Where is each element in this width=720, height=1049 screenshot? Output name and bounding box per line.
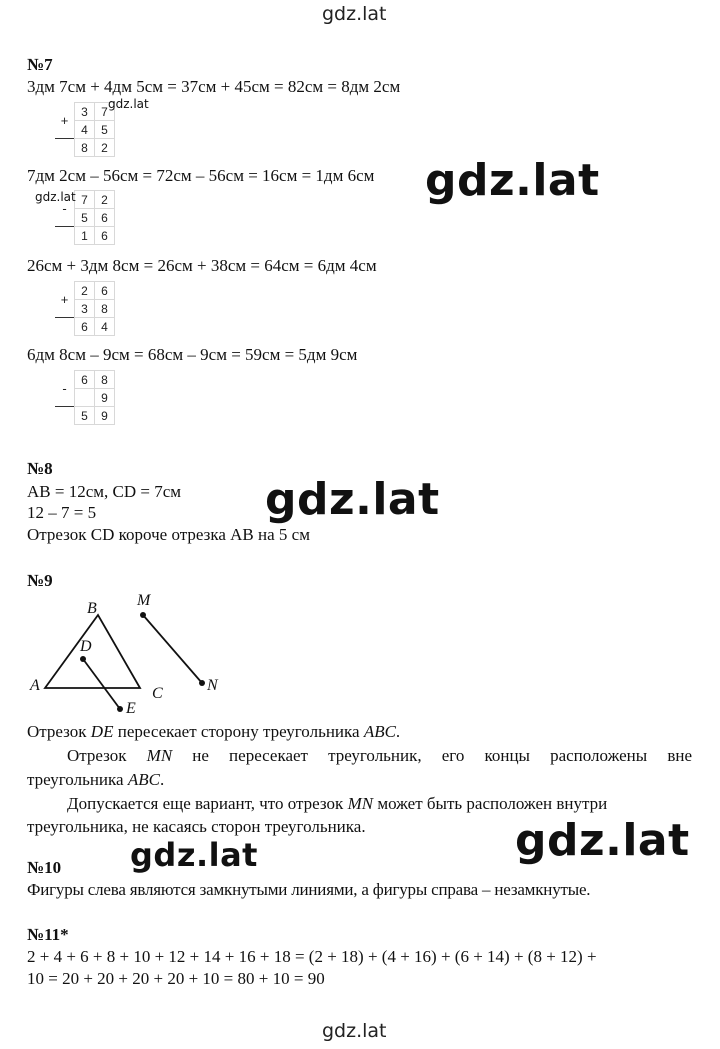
- task-9-paragraph-3-line-1: Допускается еще вариант, что отрезок MN может быть расположен внутри: [67, 794, 608, 813]
- calc-digit: 2: [75, 282, 95, 300]
- calc-operator: -: [62, 380, 67, 396]
- watermark-big-3: gdz.lat: [515, 815, 690, 866]
- task-7-equation-3: 26см + 3дм 8см = 26см + 38см = 64см = 6дм 4см: [27, 256, 377, 275]
- segment-mn: [143, 615, 202, 683]
- task-10-line-1: Фигуры слева являются замкнутыми линиями, а фигуры справа – незамкнутые.: [27, 880, 591, 899]
- calc-digit: 6: [95, 282, 115, 300]
- task-8-line-1: AB = 12см, CD = 7см: [27, 482, 182, 501]
- watermark-top: gdz.lat: [322, 3, 387, 25]
- calc-digit: 8: [95, 371, 115, 389]
- watermark-tiny-1: gdz.lat: [108, 97, 149, 111]
- calc-digit: 6: [95, 209, 115, 227]
- point-d: [80, 656, 86, 662]
- calc-digit: 6: [75, 371, 95, 389]
- point-m: [140, 612, 146, 618]
- calc-digit: 8: [95, 300, 115, 318]
- task-9-paragraph-2-line-2: треугольника ABC.: [27, 770, 165, 789]
- task-10-heading: №10: [27, 858, 62, 877]
- calc-digit: 7: [75, 191, 95, 209]
- point-n: [199, 680, 205, 686]
- task-7-equation-2: 7дм 2см – 56см = 72см – 56см = 16см = 1дм 6см: [27, 166, 375, 185]
- calc-digit: [75, 389, 95, 407]
- watermark-mid: gdz.lat: [130, 836, 258, 874]
- triangle-abc: [45, 615, 140, 688]
- label-c: C: [152, 685, 163, 702]
- calc-digit: 3: [75, 103, 95, 121]
- calc-digit: 5: [75, 407, 95, 425]
- column-calc-1: [55, 102, 115, 157]
- label-e: E: [126, 700, 136, 717]
- calc-digit: 5: [95, 121, 115, 139]
- calc-digit: 4: [95, 318, 115, 336]
- calc-operator: -: [62, 200, 67, 216]
- calc-digit: 6: [75, 318, 95, 336]
- watermark-big-2: gdz.lat: [265, 474, 440, 525]
- task-8-heading: №8: [27, 459, 53, 478]
- calc-digit: 2: [95, 139, 115, 157]
- watermark-tiny-2: gdz.lat: [35, 190, 76, 204]
- label-b: B: [87, 600, 97, 617]
- watermark-big-1: gdz.lat: [425, 155, 600, 206]
- calc-digit: 2: [95, 191, 115, 209]
- task-11-line-2: 10 = 20 + 20 + 20 + 20 + 10 = 80 + 10 = 90: [27, 969, 325, 988]
- calc-digit: 9: [95, 389, 115, 407]
- task-9-paragraph-3-line-2: треугольника, не касаясь сторон треугольника.: [27, 817, 366, 836]
- task-11-line-1: 2 + 4 + 6 + 8 + 10 + 12 + 14 + 16 + 18 = (2 + 18) + (4 + 16) + (6 + 14) + (8 + 12) +: [27, 947, 597, 966]
- task-7-equation-4: 6дм 8см – 9см = 68см – 9см = 59см = 5дм 9см: [27, 345, 358, 364]
- calc-digit: 7: [95, 103, 115, 121]
- label-d: D: [80, 638, 92, 655]
- calc-digit: 1: [75, 227, 95, 245]
- calc-digit: 4: [75, 121, 95, 139]
- calc-digit: 8: [75, 139, 95, 157]
- calc-operator: +: [60, 291, 69, 307]
- calc-digit: 9: [95, 407, 115, 425]
- task-9-paragraph-2-line-1: Отрезок MN не пересекает треугольник, его концы расположены вне: [67, 746, 692, 765]
- calc-digit: 5: [75, 209, 95, 227]
- task-7-heading: №7: [27, 55, 53, 74]
- calc-digit: 6: [95, 227, 115, 245]
- calc-digit: 3: [75, 300, 95, 318]
- segment-de: [83, 659, 120, 709]
- column-calc-3: [55, 281, 115, 336]
- task-9-paragraph-1: Отрезок DE пересекает сторону треугольника ABC.: [27, 722, 401, 741]
- task-11-heading: №11*: [27, 925, 69, 944]
- task-8-line-3: Отрезок CD короче отрезка AB на 5 см: [27, 525, 310, 544]
- task-7-equation-1: 3дм 7см + 4дм 5см = 37см + 45см = 82см = 8дм 2см: [27, 77, 401, 96]
- column-calc-4: [55, 370, 115, 425]
- task-8-line-2: 12 – 7 = 5: [27, 503, 97, 522]
- point-e: [117, 706, 123, 712]
- task-9-heading: №9: [27, 571, 53, 590]
- label-n: N: [207, 677, 218, 694]
- calc-operator: +: [60, 112, 69, 128]
- watermark-bottom: gdz.lat: [322, 1020, 387, 1042]
- label-m: M: [137, 592, 151, 609]
- label-a: A: [30, 677, 40, 694]
